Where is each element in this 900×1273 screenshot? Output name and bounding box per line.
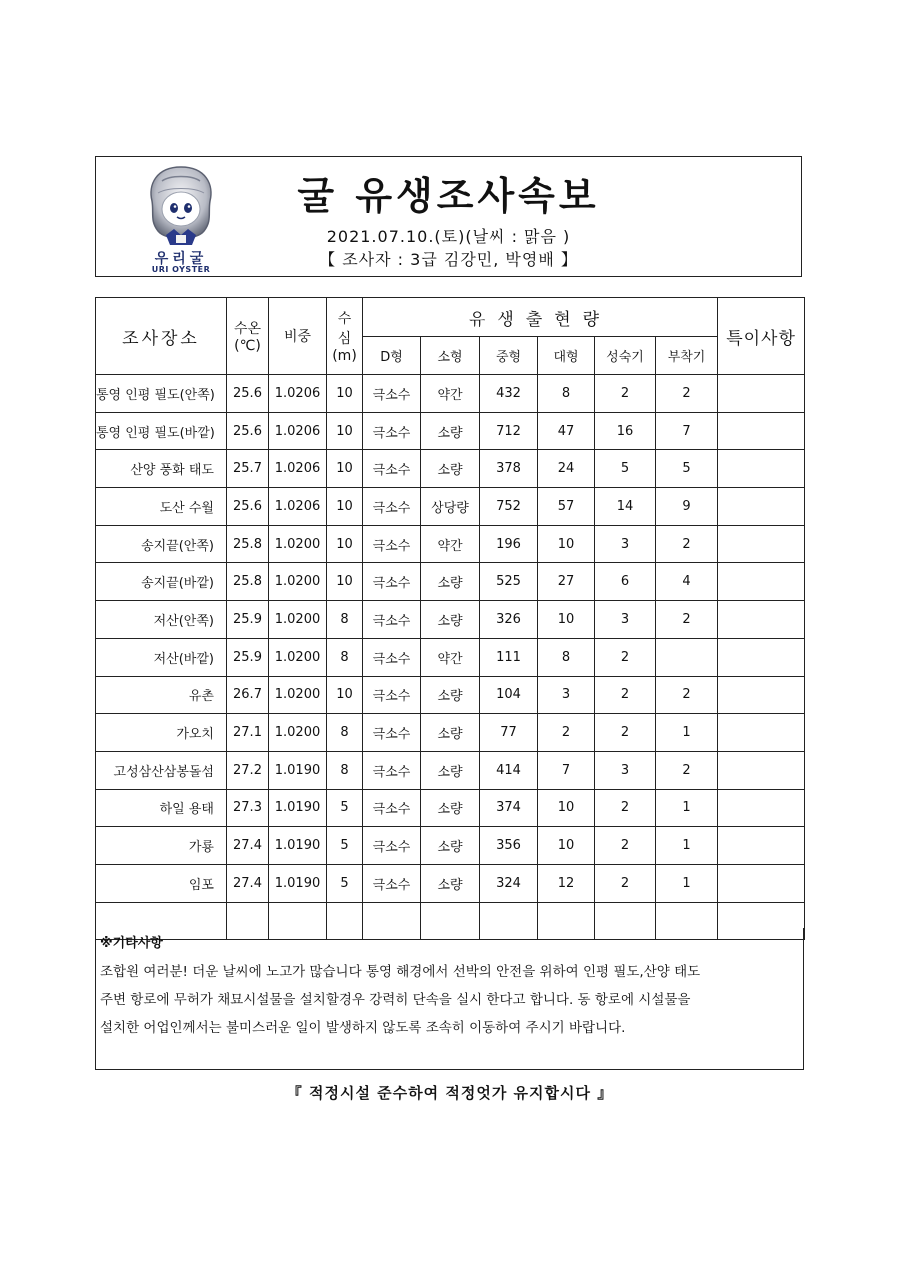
cell-depth: 10	[327, 450, 363, 488]
cell-remarks	[718, 714, 805, 752]
cell-small: 약간	[421, 375, 480, 413]
cell-mature: 3	[595, 525, 656, 563]
cell-remarks	[718, 563, 805, 601]
cell-d-type: 극소수	[363, 375, 421, 413]
cell-attached: 2	[656, 601, 718, 639]
cell-remarks	[718, 412, 805, 450]
table-row	[96, 714, 805, 752]
header-spawn-group: 유생출현량	[363, 298, 718, 337]
cell-d-type: 극소수	[363, 525, 421, 563]
table-row	[96, 375, 805, 413]
cell-medium: 104	[480, 676, 538, 714]
cell-attached: 9	[656, 488, 718, 526]
cell-d-type: 극소수	[363, 751, 421, 789]
subheader-small: 소형	[421, 337, 480, 375]
cell-remarks	[718, 751, 805, 789]
cell-specific-gravity: 1.0200	[269, 676, 327, 714]
cell-location: 유촌	[96, 676, 227, 714]
cell-attached: 4	[656, 563, 718, 601]
cell-mature: 2	[595, 789, 656, 827]
subheader-mature: 성숙기	[595, 337, 656, 375]
logo-korean-text: 우리굴	[154, 251, 208, 267]
cell-small: 소량	[421, 827, 480, 865]
table-header-row	[96, 298, 805, 337]
cell-d-type: 극소수	[363, 601, 421, 639]
table-row	[96, 864, 805, 902]
cell-specific-gravity: 1.0206	[269, 412, 327, 450]
cell-depth: 5	[327, 827, 363, 865]
cell-water-temp: 27.3	[227, 789, 269, 827]
header-water-temp	[227, 298, 269, 375]
table-row	[96, 488, 805, 526]
cell-depth: 8	[327, 638, 363, 676]
cell-mature: 2	[595, 375, 656, 413]
cell-attached: 1	[656, 864, 718, 902]
cell-mature: 2	[595, 864, 656, 902]
cell-mature: 3	[595, 751, 656, 789]
cell-large: 47	[538, 412, 595, 450]
cell-depth: 10	[327, 676, 363, 714]
cell-specific-gravity: 1.0200	[269, 638, 327, 676]
cell-mature: 6	[595, 563, 656, 601]
cell-location: 도산 수월	[96, 488, 227, 526]
table-row	[96, 450, 805, 488]
cell-specific-gravity: 1.0190	[269, 827, 327, 865]
cell-medium: 432	[480, 375, 538, 413]
cell-mature: 3	[595, 601, 656, 639]
cell-location: 고성삼산삼봉돌섬	[96, 751, 227, 789]
surveyor-line: 【 조사자 : 3급 김강민, 박영배 】	[319, 250, 578, 269]
cell-large: 2	[538, 714, 595, 752]
cell-water-temp: 25.8	[227, 563, 269, 601]
cell-mature: 2	[595, 827, 656, 865]
cell-d-type: 극소수	[363, 714, 421, 752]
header-depth	[327, 298, 363, 375]
subheader-attached: 부착기	[656, 337, 718, 375]
cell-attached: 2	[656, 676, 718, 714]
notes-box	[95, 928, 804, 1070]
notes-line-2: 주변 항로에 무허가 채묘시설물을 설치할경우 강력히 단속을 실시 한다고 합니다. 동 항로에 시설물을	[100, 992, 691, 1008]
cell-location: 저산(안쪽)	[96, 601, 227, 639]
cell-location: 하일 용태	[96, 789, 227, 827]
cell-large: 10	[538, 827, 595, 865]
cell-water-temp: 25.7	[227, 450, 269, 488]
cell-small: 약간	[421, 638, 480, 676]
cell-small: 소량	[421, 412, 480, 450]
cell-specific-gravity: 1.0190	[269, 789, 327, 827]
cell-location: 송지끝(바깥)	[96, 563, 227, 601]
table-row	[96, 601, 805, 639]
cell-small: 소량	[421, 714, 480, 752]
cell-specific-gravity: 1.0200	[269, 525, 327, 563]
cell-d-type: 극소수	[363, 789, 421, 827]
cell-mature: 2	[595, 714, 656, 752]
table-row	[96, 563, 805, 601]
cell-medium: 326	[480, 601, 538, 639]
cell-water-temp: 27.4	[227, 827, 269, 865]
header-specific-gravity: 비중	[269, 298, 327, 375]
header-water-temp-label: 수온	[233, 321, 262, 337]
cell-depth: 8	[327, 601, 363, 639]
cell-medium: 324	[480, 864, 538, 902]
cell-medium: 525	[480, 563, 538, 601]
cell-attached: 2	[656, 751, 718, 789]
table-row	[96, 827, 805, 865]
cell-remarks	[718, 525, 805, 563]
cell-large: 12	[538, 864, 595, 902]
cell-location: 저산(바깥)	[96, 638, 227, 676]
cell-remarks	[718, 676, 805, 714]
table-row	[96, 789, 805, 827]
cell-medium: 378	[480, 450, 538, 488]
header-remarks: 특이사항	[718, 298, 805, 375]
cell-specific-gravity: 1.0200	[269, 601, 327, 639]
cell-specific-gravity: 1.0190	[269, 751, 327, 789]
cell-location: 임포	[96, 864, 227, 902]
cell-medium: 712	[480, 412, 538, 450]
cell-location: 가오치	[96, 714, 227, 752]
cell-water-temp: 25.9	[227, 638, 269, 676]
cell-large: 3	[538, 676, 595, 714]
cell-mature: 16	[595, 412, 656, 450]
cell-small: 소량	[421, 751, 480, 789]
cell-water-temp: 26.7	[227, 676, 269, 714]
cell-mature: 2	[595, 676, 656, 714]
cell-mature: 14	[595, 488, 656, 526]
cell-specific-gravity: 1.0190	[269, 864, 327, 902]
survey-table	[95, 297, 805, 940]
cell-remarks	[718, 450, 805, 488]
date-weather-line: 2021.07.10.(토)(날씨 : 맑음 )	[326, 227, 571, 246]
cell-depth: 10	[327, 412, 363, 450]
cell-remarks	[718, 638, 805, 676]
cell-large: 10	[538, 525, 595, 563]
cell-small: 소량	[421, 789, 480, 827]
cell-water-temp: 27.2	[227, 751, 269, 789]
table-row	[96, 751, 805, 789]
notes-title: ※기타사항	[100, 936, 163, 951]
cell-d-type: 극소수	[363, 864, 421, 902]
cell-attached: 2	[656, 525, 718, 563]
cell-attached	[656, 638, 718, 676]
cell-remarks	[718, 601, 805, 639]
subheader-d-type: D형	[363, 337, 421, 375]
table-row	[96, 525, 805, 563]
cell-attached: 7	[656, 412, 718, 450]
cell-depth: 8	[327, 751, 363, 789]
cell-specific-gravity: 1.0200	[269, 714, 327, 752]
cell-large: 7	[538, 751, 595, 789]
header-location: 조사장소	[96, 298, 227, 375]
cell-remarks	[718, 789, 805, 827]
cell-attached: 2	[656, 375, 718, 413]
cell-medium: 414	[480, 751, 538, 789]
cell-water-temp: 27.4	[227, 864, 269, 902]
cell-small: 소량	[421, 601, 480, 639]
survey-table-body	[96, 375, 805, 940]
cell-medium: 111	[480, 638, 538, 676]
cell-medium: 356	[480, 827, 538, 865]
cell-depth: 8	[327, 714, 363, 752]
cell-location: 통영 인평 필도(바깥)	[96, 412, 227, 450]
logo-english-text: URI OYSTER	[151, 265, 211, 274]
cell-depth: 5	[327, 864, 363, 902]
cell-water-temp: 25.6	[227, 375, 269, 413]
subheader-medium: 중형	[480, 337, 538, 375]
cell-depth: 10	[327, 525, 363, 563]
cell-attached: 1	[656, 827, 718, 865]
cell-d-type: 극소수	[363, 638, 421, 676]
cell-d-type: 극소수	[363, 563, 421, 601]
cell-large: 10	[538, 789, 595, 827]
cell-water-temp: 27.1	[227, 714, 269, 752]
cell-small: 상당량	[421, 488, 480, 526]
cell-medium: 196	[480, 525, 538, 563]
cell-small: 소량	[421, 563, 480, 601]
cell-water-temp: 25.8	[227, 525, 269, 563]
cell-large: 57	[538, 488, 595, 526]
cell-attached: 5	[656, 450, 718, 488]
cell-d-type: 극소수	[363, 827, 421, 865]
cell-water-temp: 25.6	[227, 488, 269, 526]
header-water-temp-unit: (℃)	[234, 338, 261, 354]
cell-location: 통영 인평 필도(안쪽)	[96, 375, 227, 413]
cell-water-temp: 25.9	[227, 601, 269, 639]
cell-specific-gravity: 1.0206	[269, 450, 327, 488]
cell-remarks	[718, 864, 805, 902]
cell-specific-gravity: 1.0200	[269, 563, 327, 601]
cell-location: 송지끝(안쪽)	[96, 525, 227, 563]
header-depth-unit: (m)	[332, 348, 357, 364]
cell-remarks	[718, 375, 805, 413]
cell-remarks	[718, 488, 805, 526]
cell-d-type: 극소수	[363, 488, 421, 526]
cell-mature: 2	[595, 638, 656, 676]
cell-small: 약간	[421, 525, 480, 563]
cell-depth: 5	[327, 789, 363, 827]
cell-depth: 10	[327, 488, 363, 526]
cell-location: 가룡	[96, 827, 227, 865]
cell-specific-gravity: 1.0206	[269, 375, 327, 413]
cell-d-type: 극소수	[363, 676, 421, 714]
cell-mature: 5	[595, 450, 656, 488]
cell-medium: 77	[480, 714, 538, 752]
cell-large: 8	[538, 375, 595, 413]
cell-medium: 752	[480, 488, 538, 526]
cell-depth: 10	[327, 563, 363, 601]
cell-large: 10	[538, 601, 595, 639]
cell-small: 소량	[421, 450, 480, 488]
cell-d-type: 극소수	[363, 412, 421, 450]
table-row	[96, 638, 805, 676]
cell-depth: 10	[327, 375, 363, 413]
notes-line-3: 설치한 어업인께서는 불미스러운 일이 발생하지 않도록 조속히 이동하여 주시기 바랍니다.	[100, 1020, 626, 1036]
header-depth-label-2: 심	[337, 331, 352, 347]
cell-large: 24	[538, 450, 595, 488]
cell-water-temp: 25.6	[227, 412, 269, 450]
cell-location: 산양 풍화 태도	[96, 450, 227, 488]
notes-line-1: 조합원 여러분! 더운 날씨에 노고가 많습니다 통영 해경에서 선박의 안전을 위하여 인평 필도,산양 태도	[100, 964, 701, 980]
footer-slogan: 『 적정시설 준수하여 적정엇가 유지합시다 』	[286, 1084, 614, 1102]
cell-large: 8	[538, 638, 595, 676]
cell-medium: 374	[480, 789, 538, 827]
cell-large: 27	[538, 563, 595, 601]
cell-attached: 1	[656, 789, 718, 827]
cell-d-type: 극소수	[363, 450, 421, 488]
cell-specific-gravity: 1.0206	[269, 488, 327, 526]
subheader-large: 대형	[538, 337, 595, 375]
cell-remarks	[718, 827, 805, 865]
header-depth-label-1: 수	[337, 311, 352, 327]
header-box	[95, 156, 802, 277]
table-row	[96, 412, 805, 450]
document-title: 굴 유생조사속보	[297, 174, 600, 218]
cell-small: 소량	[421, 864, 480, 902]
cell-small: 소량	[421, 676, 480, 714]
cell-attached: 1	[656, 714, 718, 752]
table-row	[96, 676, 805, 714]
